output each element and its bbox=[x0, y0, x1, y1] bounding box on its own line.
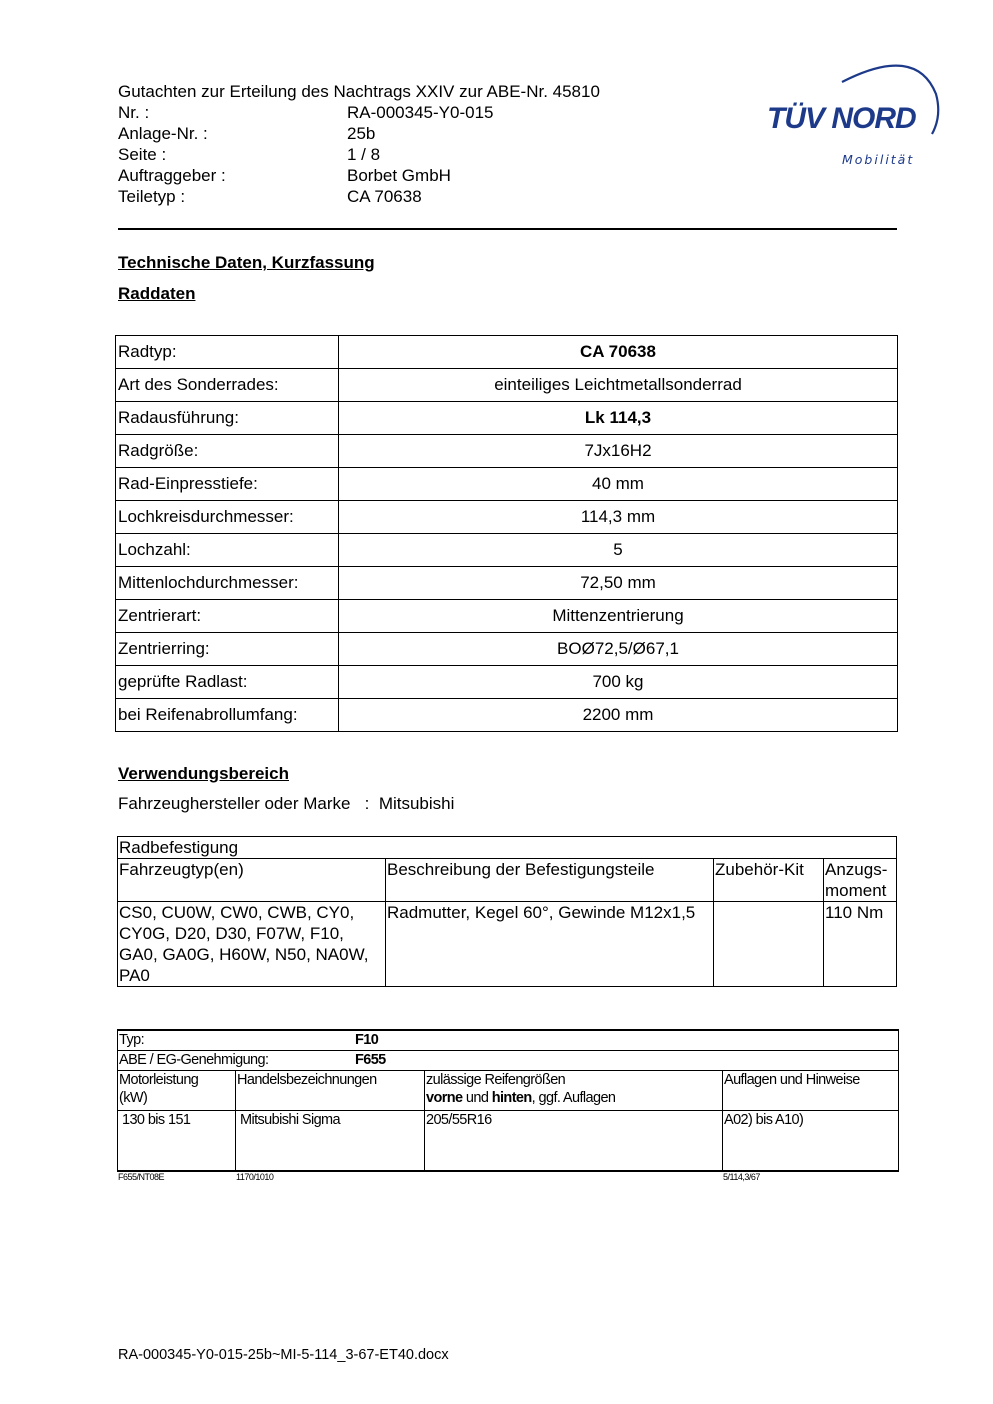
header-anzugsmoment-l2: moment bbox=[825, 881, 887, 900]
row-value: CA 70638 bbox=[339, 336, 898, 369]
abe-cell bbox=[118, 1050, 899, 1070]
manufacturer-separator: : bbox=[364, 794, 370, 813]
typ-cell bbox=[118, 1030, 899, 1050]
typ-row bbox=[118, 1030, 899, 1050]
row-label: Lochkreisdurchmesser: bbox=[116, 501, 339, 534]
typ-label: Typ: bbox=[119, 1032, 144, 1048]
table-title: Radbefestigung bbox=[118, 837, 897, 859]
code-bolt-pattern: 5/114,3/67 bbox=[723, 1172, 760, 1182]
table-row bbox=[118, 1110, 899, 1171]
table-row bbox=[116, 567, 898, 600]
header-zubehoer-kit: Zubehör-Kit bbox=[714, 859, 824, 902]
abe-value: F655 bbox=[355, 1051, 386, 1068]
table-row bbox=[116, 534, 898, 567]
header-label-auftraggeber: Auftraggeber : bbox=[118, 166, 226, 185]
header-info bbox=[118, 102, 493, 207]
vehicle-type-table bbox=[117, 1029, 899, 1172]
row-label: Radtyp: bbox=[116, 336, 339, 369]
code-abe: F655/NT08E bbox=[118, 1172, 165, 1182]
cell-motorleistung: 130 bis 151 bbox=[118, 1110, 236, 1171]
row-value: 72,50 mm bbox=[339, 567, 898, 600]
table-row bbox=[116, 336, 898, 369]
row-value: 114,3 mm bbox=[339, 501, 898, 534]
cell-beschreibung: Radmutter, Kegel 60°, Gewinde M12x1,5 bbox=[386, 902, 714, 987]
typ-value: F10 bbox=[355, 1032, 379, 1048]
table-title-row bbox=[118, 837, 897, 859]
footer-filename: RA-000345-Y0-015-25b~MI-5-114_3-67-ET40.docx bbox=[118, 1347, 449, 1363]
row-label: Radgröße: bbox=[116, 435, 339, 468]
header-reifengroessen-l1: zulässige Reifengrößen bbox=[426, 1071, 566, 1088]
table-row bbox=[116, 369, 898, 402]
cell-reifengroesse: 205/55R16 bbox=[425, 1110, 723, 1171]
row-label: Art des Sonderrades: bbox=[116, 369, 339, 402]
header-value-auftraggeber: Borbet GmbH bbox=[347, 166, 451, 185]
row-label: geprüfte Radlast: bbox=[116, 666, 339, 699]
row-label: Zentrierart: bbox=[116, 600, 339, 633]
tuev-nord-logo bbox=[764, 56, 944, 171]
document-title: Gutachten zur Erteilung des Nachtrags XXIV zur ABE-Nr. 45810 bbox=[118, 82, 600, 101]
table-header-row bbox=[118, 859, 897, 902]
row-value: 7Jx16H2 bbox=[339, 435, 898, 468]
row-value: 700 kg bbox=[339, 666, 898, 699]
header-label-seite: Seite : bbox=[118, 145, 167, 164]
logo-subline: Mobilität bbox=[842, 152, 915, 167]
row-label: Radausführung: bbox=[116, 402, 339, 435]
header-handelsbezeichnungen: Handelsbezeichnungen bbox=[236, 1070, 425, 1110]
row-value: Mittenzentrierung bbox=[339, 600, 898, 633]
table-row bbox=[116, 633, 898, 666]
header-motorleistung-l1: Motorleistung bbox=[119, 1071, 199, 1088]
section-title-raddaten: Raddaten bbox=[118, 284, 196, 303]
cell-zubehoer-kit bbox=[714, 902, 824, 987]
row-value: Lk 114,3 bbox=[339, 402, 898, 435]
row-value: BOØ72,5/Ø67,1 bbox=[339, 633, 898, 666]
table-row bbox=[116, 402, 898, 435]
row-value: 40 mm bbox=[339, 468, 898, 501]
section-title-technische-daten: Technische Daten, Kurzfassung bbox=[118, 253, 375, 272]
section-title-verwendungsbereich: Verwendungsbereich bbox=[118, 764, 289, 783]
row-label: bei Reifenabrollumfang: bbox=[116, 699, 339, 732]
cell-fahrzeugtypen: CS0, CU0W, CW0, CWB, CY0, CY0G, D20, D30, F07W, F10, GA0, GA0G, H60W, N50, NA0W, PA0 bbox=[118, 902, 386, 987]
header-reifengroessen bbox=[425, 1070, 723, 1110]
header-motorleistung bbox=[118, 1070, 236, 1110]
row-label: Rad-Einpresstiefe: bbox=[116, 468, 339, 501]
header-motorleistung-l2: (kW) bbox=[119, 1089, 148, 1106]
raddaten-table bbox=[115, 335, 898, 732]
code-dimensions: 1170/1010 bbox=[236, 1172, 274, 1182]
table-row bbox=[116, 468, 898, 501]
logo-wordmark: TÜV NORD bbox=[767, 102, 916, 135]
header-value-seite: 1 / 8 bbox=[347, 145, 381, 164]
table-header-row bbox=[118, 1070, 899, 1110]
header-auflagen: , ggf. Auflagen bbox=[531, 1089, 616, 1106]
header-und: und bbox=[462, 1089, 492, 1106]
header-value-nr: RA-000345-Y0-015 bbox=[347, 103, 494, 122]
manufacturer-value: Mitsubishi bbox=[378, 794, 455, 813]
header-vorne: vorne bbox=[426, 1089, 463, 1106]
manufacturer-line bbox=[118, 794, 454, 814]
header-divider bbox=[118, 228, 897, 230]
table-row bbox=[116, 699, 898, 732]
table-row bbox=[116, 666, 898, 699]
cell-anzugsmoment: 110 Nm bbox=[824, 902, 897, 987]
header-label-nr: Nr. : bbox=[118, 103, 150, 122]
header-value-teiletyp: CA 70638 bbox=[347, 187, 422, 206]
row-value: 2200 mm bbox=[339, 699, 898, 732]
header-anzugsmoment-l1: Anzugs- bbox=[825, 860, 888, 879]
header-anzugsmoment bbox=[824, 859, 897, 902]
manufacturer-label: Fahrzeughersteller oder Marke bbox=[118, 794, 351, 813]
table-row bbox=[116, 600, 898, 633]
abe-row bbox=[118, 1050, 899, 1070]
header-fahrzeugtypen: Fahrzeugtyp(en) bbox=[118, 859, 386, 902]
table-row bbox=[116, 435, 898, 468]
radbefestigung-table bbox=[117, 836, 897, 987]
header-beschreibung: Beschreibung der Befestigungsteile bbox=[386, 859, 714, 902]
row-label: Zentrierring: bbox=[116, 633, 339, 666]
header-label-anlage: Anlage-Nr. : bbox=[118, 124, 208, 143]
table-row bbox=[116, 501, 898, 534]
cell-hinweise: A02) bis A10) bbox=[723, 1110, 899, 1171]
row-value: einteiliges Leichtmetallsonderrad bbox=[339, 369, 898, 402]
cell-handelsbezeichnung: Mitsubishi Sigma bbox=[236, 1110, 425, 1171]
row-label: Mittenlochdurchmesser: bbox=[116, 567, 339, 600]
abe-label: ABE / EG-Genehmigung: bbox=[119, 1051, 269, 1068]
table-row bbox=[118, 902, 897, 987]
header-label-teiletyp: Teiletyp : bbox=[118, 187, 186, 206]
header-hinweise: Auflagen und Hinweise bbox=[723, 1070, 899, 1110]
row-label: Lochzahl: bbox=[116, 534, 339, 567]
header-hinten: hinten bbox=[491, 1089, 532, 1106]
row-value: 5 bbox=[339, 534, 898, 567]
header-value-anlage: 25b bbox=[347, 124, 376, 143]
